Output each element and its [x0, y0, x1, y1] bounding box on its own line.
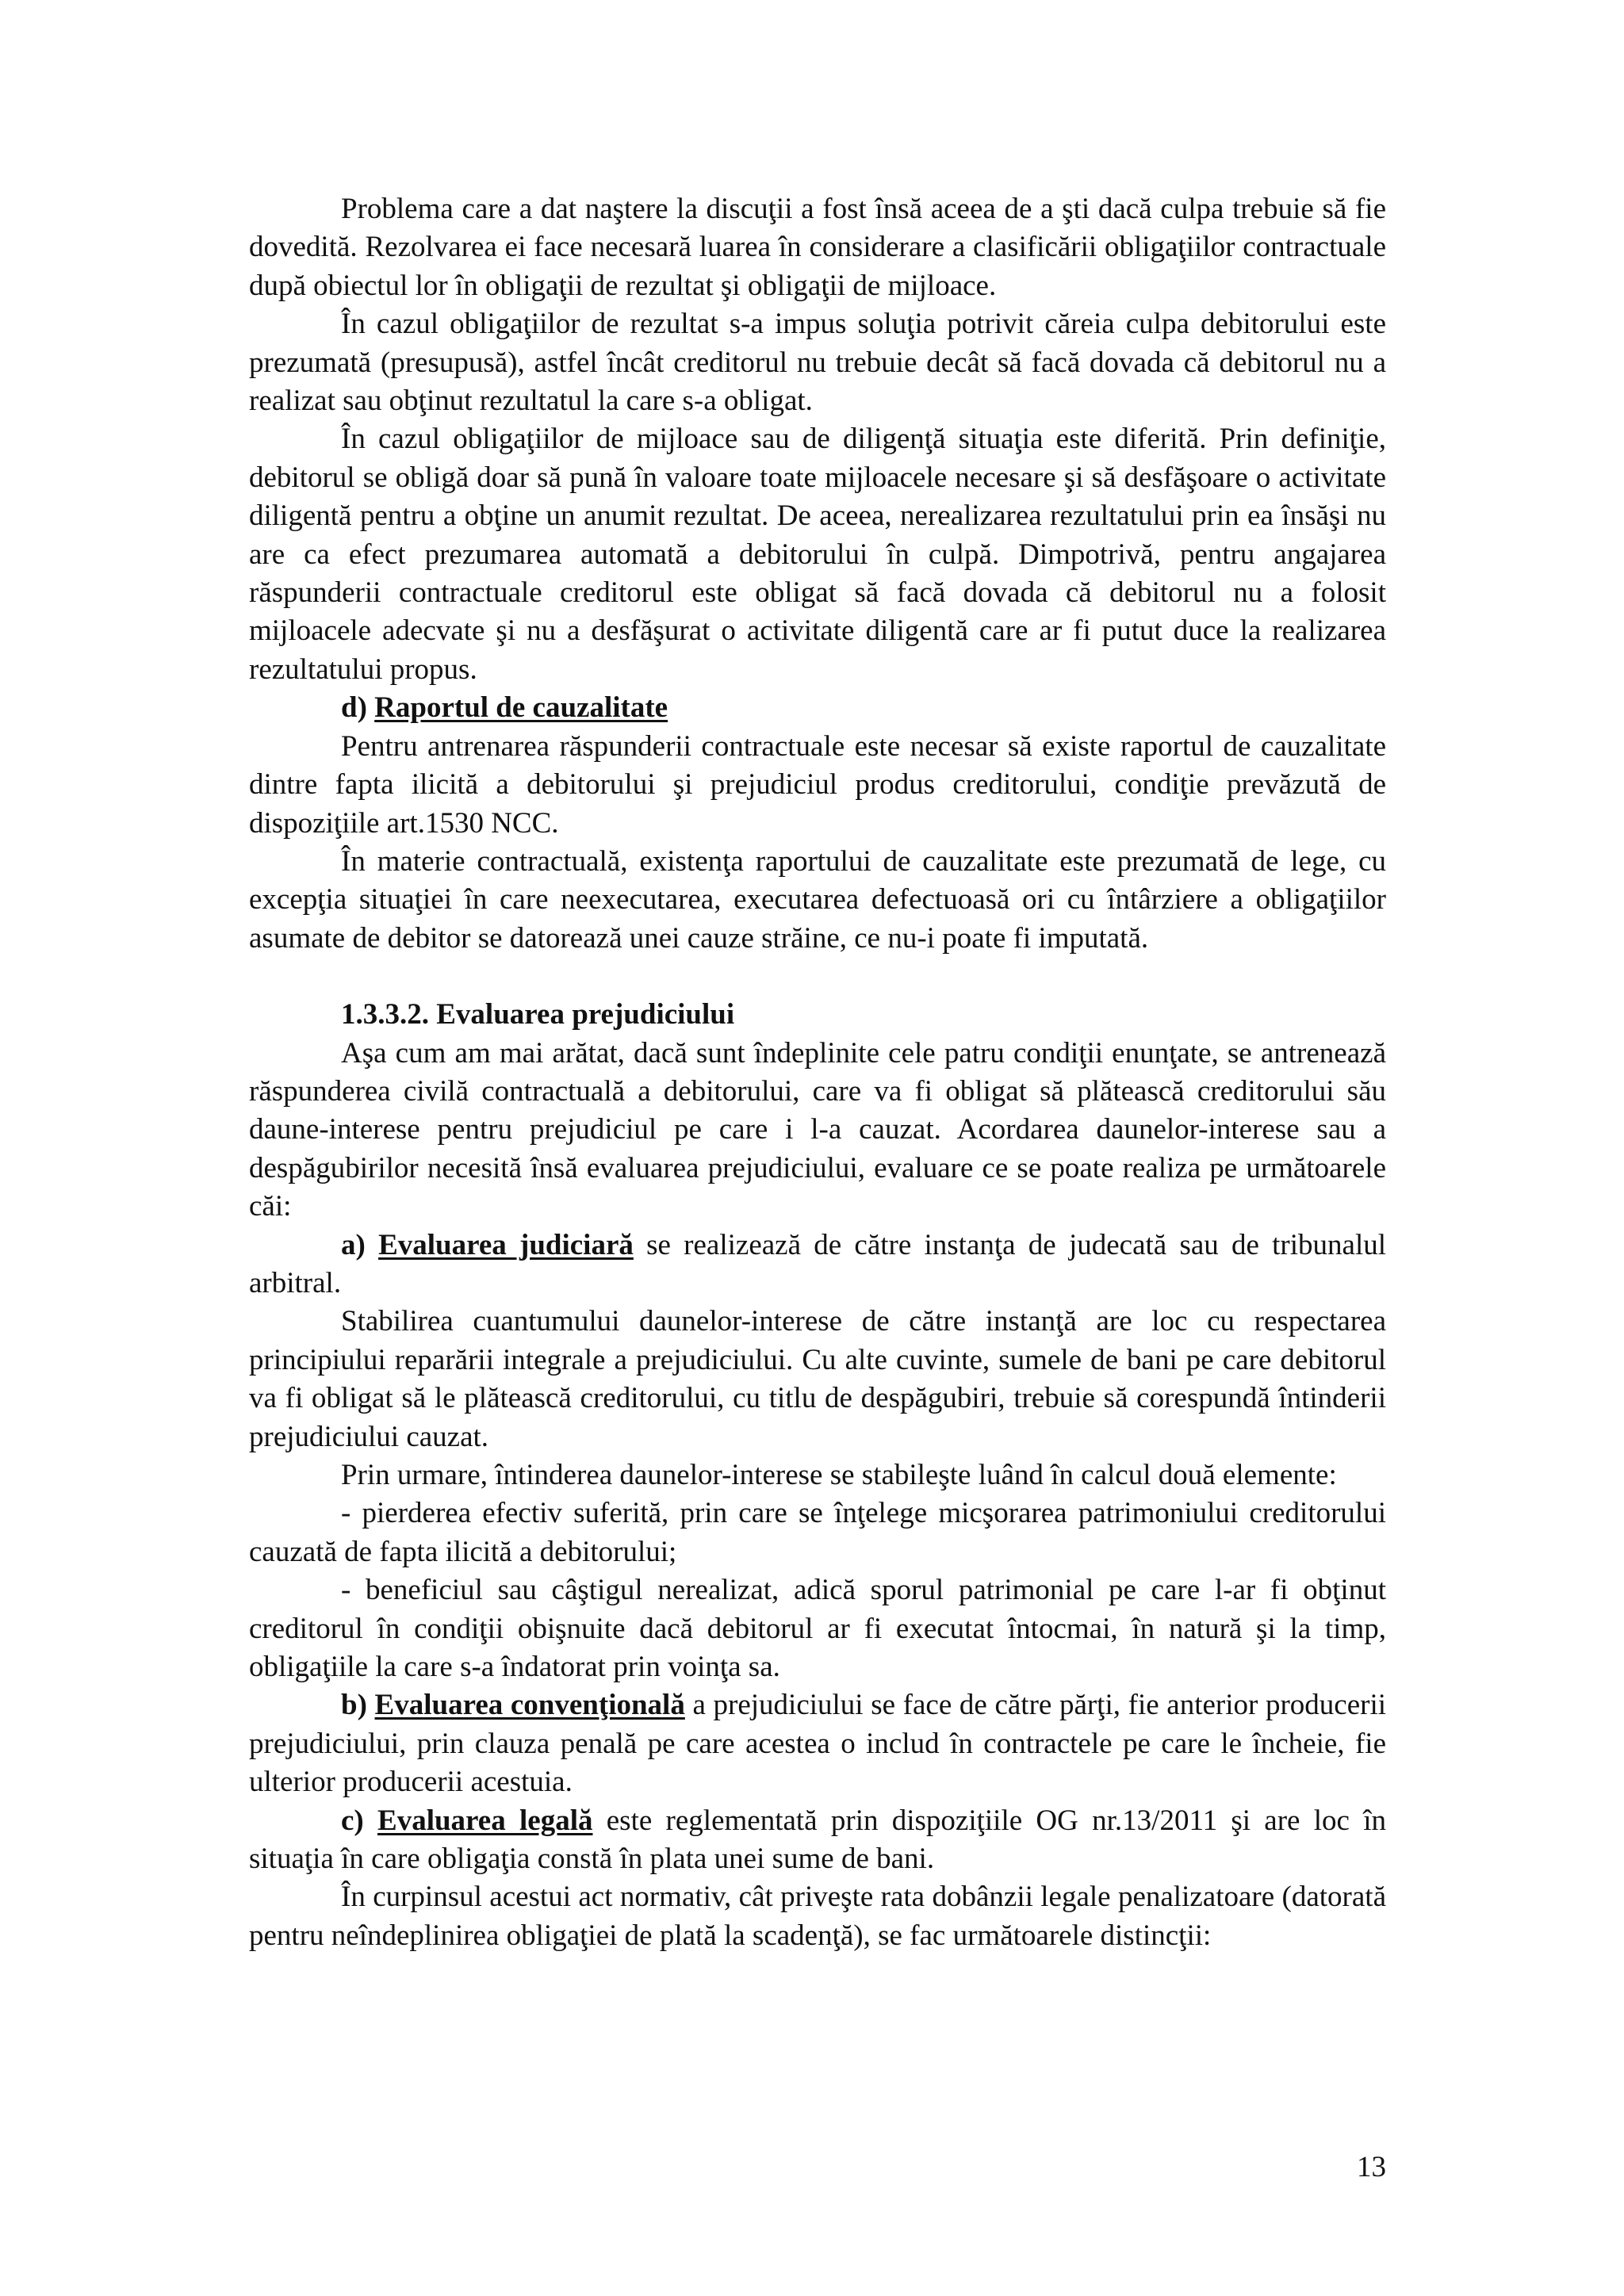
paragraph-causality: Pentru antrenarea răspunderii contractuale este necesar să existe raportul de cauzalitate dintre fapta ilicită a debitorului şi prejudiciul produs creditorului, condiţie prevăzută de dispoziţiile art.1530 NCC.: [249, 729, 1386, 840]
judicial-text: se realizează de către instanţa de judecată sau de tribunalul arbitral.: [249, 1228, 1387, 1299]
page-number: 13: [1357, 2151, 1386, 2183]
paragraph-conventional-evaluation: [249, 1686, 1386, 1801]
paragraph-burden-of-proof: Problema care a dat naştere la discuţii a fost însă aceea de a şti dacă culpa trebuie să fie dovedită. Rezolvarea ei face necesară luarea în considerare a clasificării obligaţiilor contractuale după obiectul lor în obligaţii de rezultat şi obligaţii de mijloace.: [249, 193, 1386, 302]
paragraph-legal-evaluation: [249, 1802, 1386, 1879]
paragraph-damages-elements: Prin urmare, întinderea daunelor-interese se stabileşte luând în calcul două elemente:: [341, 1459, 1337, 1491]
legal-prefix: c): [341, 1804, 378, 1837]
judicial-prefix: a): [341, 1228, 379, 1261]
section-heading: 1.3.3.2. Evaluarea prejudiciului: [341, 998, 735, 1031]
list-item-lost-profit: - beneficiul sau câştigul nerealizat, adică sporul patrimonial pe care l-ar fi obţinut creditorul în condiţii obişnuite dacă debitorul ar fi executat întocmai, în natură şi la timp, obligaţiile la care s-a îndatorat prin voinţa sa.: [249, 1574, 1386, 1684]
legal-text: este reglementată prin dispoziţiile OG nr.13/2011 şi are loc în situaţia în care obligaţia constă în plata unei sume de bani.: [249, 1804, 1386, 1876]
document-page: [249, 190, 1386, 1955]
subheading-causality-title: Raportul de cauzalitate: [374, 691, 668, 725]
paragraph-evaluation-intro: Aşa cum am mai arătat, dacă sunt îndeplinite cele patru condiţii enunţate, se antrenează răspunderea civilă contractuală a debitorului, care va fi obligat să plătească creditorului său daune-interese pentru prejudiciul pe care i l-a cauzat. Acordarea daunelor-interese sau a despăgubirilor necesită însă evaluarea prejudiciului, evaluare ce se poate realiza pe următoarele căi:: [249, 1036, 1386, 1223]
subheading-causality: [249, 689, 1386, 727]
subheading-causality-prefix: d): [341, 691, 375, 725]
conventional-title: Evaluarea convenţională: [374, 1689, 685, 1722]
judicial-title: Evaluarea judiciară: [378, 1228, 634, 1261]
conventional-prefix: b): [341, 1689, 375, 1722]
list-item-actual-loss: - pierderea efectiv suferită, prin care se înţelege micşorarea patrimoniului creditorului cauzată de fapta ilicită a debitorului;: [249, 1497, 1386, 1568]
paragraph-means-obligations: În cazul obligaţiilor de mijloace sau de diligenţă situaţia este diferită. Prin definiţie, debitorul se obligă doar să pună în valoare toate mijloacele necesare şi să desfăşoare o activitate diligentă pentru a obţine un anumit rezultat. De aceea, nerealizarea rezultatului prin ea însăşi nu are ca efect prezumarea automată a debitorului în culpă. Dimpotrivă, pentru angajarea răspunderii contractuale creditorul este obligat să facă dovada că debitorul nu a folosit mijloacele adecvate şi nu a desfăşurat o activitate diligentă care ar fi putut duce la realizarea rezultatului propus.: [249, 423, 1386, 686]
paragraph-judicial-evaluation: [249, 1226, 1386, 1303]
conventional-text: a prejudiciului se face de către părţi, fie anterior producerii prejudiciului, prin clauza penală pe care acestea o includ în contractele pe care le încheie, fie ulterior producerii acestuia.: [249, 1689, 1387, 1799]
paragraph-result-obligations: În cazul obligaţiilor de rezultat s-a impus soluţia potrivit căreia culpa debitorului este prezumată (presupusă), astfel încât creditorul nu trebuie decât să facă dovada că debitorul nu a realizat sau obţinut rezultatul la care s-a obligat.: [249, 308, 1386, 418]
paragraph-causality-presumption: În materie contractuală, existenţa raportului de cauzalitate este prezumată de lege, cu excepţia situaţiei în care neexecutarea, executarea defectuoasă ori cu întârziere a obligaţiilor asumate de debitor se datorează unei cauze străine, ce nu-i poate fi imputată.: [249, 844, 1386, 955]
paragraph-damages-amount: Stabilirea cuantumului daunelor-interese de către instanţă are loc cu respectarea principiului reparării integrale a prejudiciului. Cu alte cuvinte, sumele de bani pe care debitorul va fi obligat să le plătească creditorului, cu titlu de despăgubiri, trebuie să corespundă întinderii prejudiciului cauzat.: [249, 1305, 1386, 1453]
paragraph-interest-rate: În curpinsul acestui act normativ, cât priveşte rata dobânzii legale penalizatoare (datorată pentru neîndeplinirea obligaţiei de plată la scadenţă), se fac următoarele distincţii:: [249, 1881, 1386, 1952]
legal-title: Evaluarea legală: [377, 1804, 593, 1837]
